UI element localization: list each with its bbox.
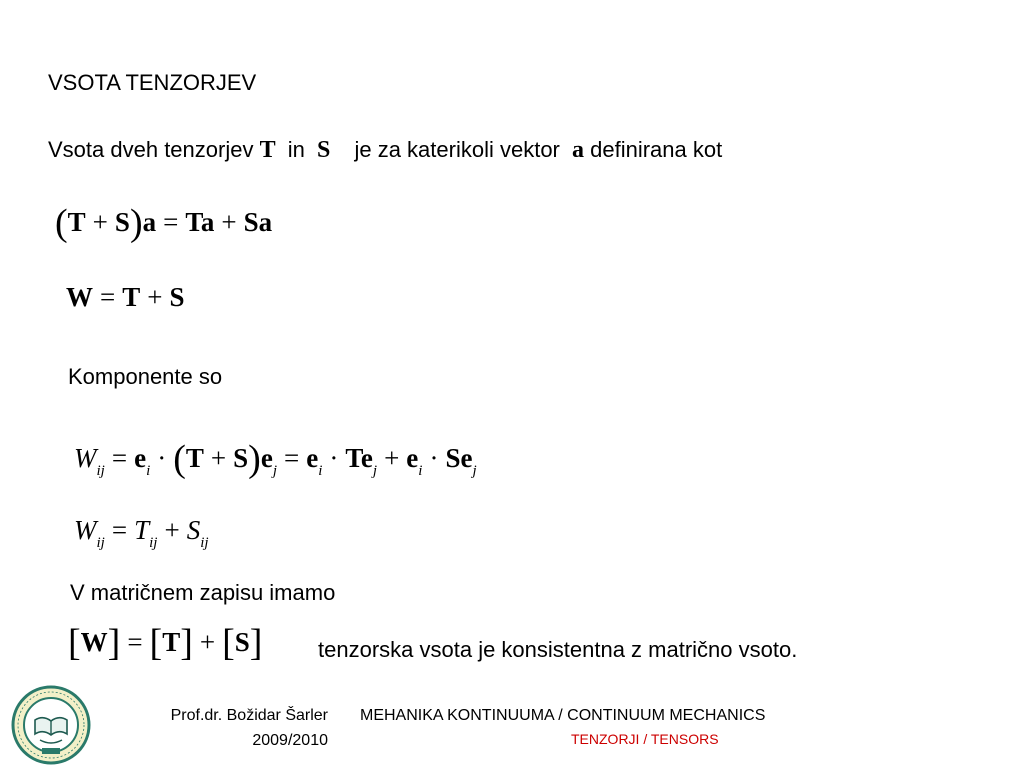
equation-sum-definition: (T + S)a = Ta + Sa (55, 202, 273, 244)
symbol-T: T (259, 137, 276, 163)
footer-chapter: TENZORJI / TENSORS (571, 731, 719, 747)
equation-index-sum: $W_{ij} = T_{ij} + S_{ij}$ (74, 515, 209, 551)
equation-w-definition: W = T + S (66, 282, 185, 312)
footer-course: MEHANIKA KONTINUUMA / CONTINUUM MECHANICS (360, 707, 766, 724)
matrix-note: tenzorska vsota je konsistentna z matrično vsoto. (318, 637, 798, 662)
symbol-S: S (316, 137, 331, 163)
university-seal-icon (10, 684, 92, 766)
components-label: Komponente so (68, 364, 223, 389)
intro-text-4: definirana kot (590, 137, 723, 162)
equation-matrix-sum: [W] = [T] + [S] (68, 622, 263, 664)
intro-text-1: Vsota dveh tenzorjev (48, 137, 254, 162)
intro-text-2: in (287, 137, 305, 162)
matrix-label: V matričnem zapisu imamo (70, 580, 336, 605)
symbol-a: a (572, 137, 585, 163)
footer-author: Prof.dr. Božidar Šarler (170, 707, 328, 724)
intro-text-3: je za katerikoli vektor (354, 137, 560, 162)
footer-year: 2009/2010 (252, 732, 328, 749)
intro-line (48, 137, 722, 164)
equation-components: $W_{ij} = e_i \cdot (T + S)e_j = e_i \cdot Te_j + e_i \cdot Se_j$ (74, 438, 477, 480)
slide-title: VSOTA TENZORJEV (48, 70, 257, 95)
